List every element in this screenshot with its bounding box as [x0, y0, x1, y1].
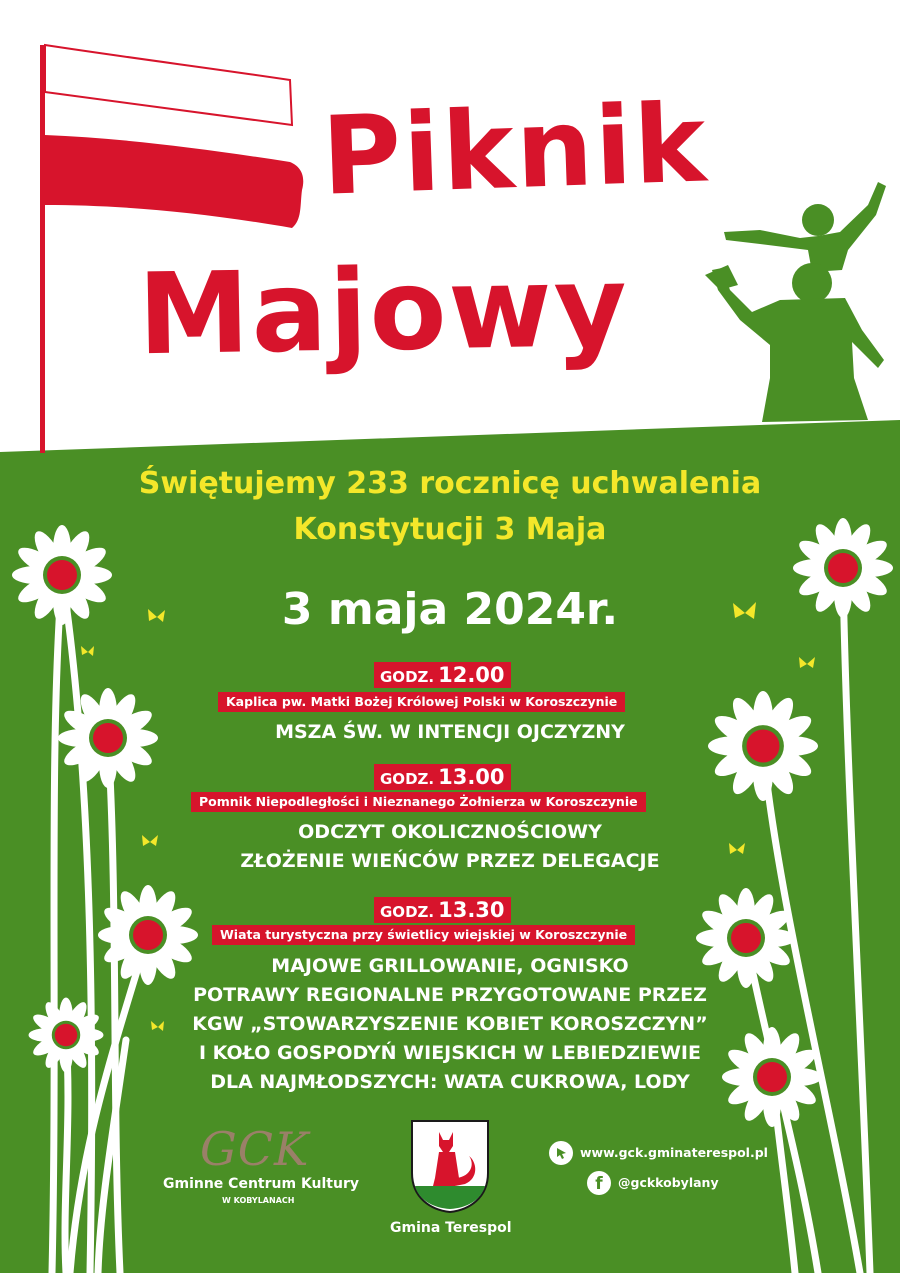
place-bar-1: Kaplica pw. Matki Bożej Królowej Polski w Koroszczynie [218, 692, 625, 712]
time-prefix: GODZ. [380, 668, 435, 686]
subtitle-line-1: Świętujemy 233 rocznicę uchwalenia [138, 466, 762, 501]
place-bar-3: Wiata turystyczna przy świetlicy wiejskiej w Koroszczynie [212, 925, 635, 945]
title-line-1: Piknik [319, 81, 710, 220]
event-line: MAJOWE GRILLOWANIE, OGNISKO [271, 955, 629, 977]
facebook-icon: f [587, 1171, 611, 1195]
event-description-1 [0, 718, 900, 747]
event-date: 3 maja 2024r. [281, 584, 619, 635]
event-description-3 [0, 952, 900, 1097]
facebook-link[interactable]: @gckkobylany [618, 1175, 719, 1190]
event-line: ZŁOŻENIE WIEŃCÓW PRZEZ DELEGACJE [240, 850, 660, 872]
title-line-2: Majowy [136, 241, 630, 381]
time-value: 13.00 [438, 765, 505, 789]
event-line: I KOŁO GOSPODYŃ WIEJSKICH W LEBIEDZIEWIE [199, 1042, 701, 1064]
time-badge-2 [374, 764, 511, 790]
gck-name: Gminne Centrum Kultury [163, 1176, 359, 1192]
time-prefix: GODZ. [380, 770, 435, 788]
gck-logo: GCK [200, 1122, 310, 1176]
event-line: POTRAWY REGIONALNE PRZYGOTOWANE PRZEZ [193, 984, 707, 1006]
time-value: 12.00 [438, 663, 505, 687]
event-line: ODCZYT OKOLICZNOŚCIOWY [298, 821, 602, 843]
event-line: KGW „STOWARZYSZENIE KOBIET KOROSZCZYN” [192, 1013, 708, 1035]
gmina-name: Gmina Terespol [390, 1220, 512, 1236]
subtitle-line-2: Konstytucji 3 Maja [293, 512, 607, 547]
event-line: MSZA ŚW. W INTENCJI OJCZYZNY [275, 721, 625, 743]
time-value: 13.30 [438, 898, 505, 922]
place-bar-2: Pomnik Niepodległości i Nieznanego Żołnierza w Koroszczynie [191, 792, 646, 812]
time-prefix: GODZ. [380, 903, 435, 921]
time-badge-1 [374, 662, 511, 688]
coat-of-arms-icon [409, 1118, 491, 1214]
website-link[interactable]: www.gck.gminaterespol.pl [580, 1145, 768, 1160]
time-badge-3 [374, 897, 511, 923]
gck-subname: W KOBYLANACH [222, 1196, 295, 1205]
website-icon [549, 1141, 573, 1165]
event-description-2 [0, 818, 900, 876]
family-silhouette [705, 182, 886, 422]
event-line: DLA NAJMŁODSZYCH: WATA CUKROWA, LODY [210, 1071, 690, 1093]
